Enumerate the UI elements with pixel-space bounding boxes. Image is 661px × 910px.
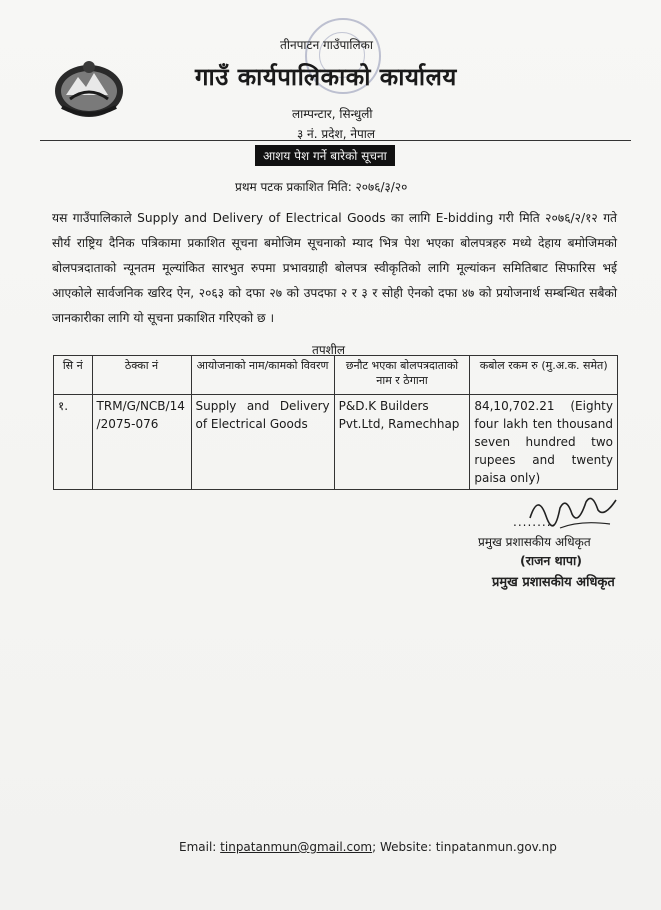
footer-website-label: ; Website: xyxy=(372,840,432,854)
signatory-title-stamp: प्रमुख प्रशासकीय अधिकृत xyxy=(492,575,615,590)
table-row xyxy=(54,395,618,490)
signatory-name-stamp: (राजन थापा) xyxy=(520,553,582,568)
province-line: ३ नं. प्रदेश, नेपाल xyxy=(297,127,376,141)
footer-website[interactable]: tinpatanmun.gov.np xyxy=(435,840,557,854)
footer-email-link[interactable]: tinpatanmun@gmail.com xyxy=(220,840,373,854)
header-bidder: छनौट भएका बोलपत्रदाताको नाम र ठेगाना xyxy=(334,356,470,395)
cell-bidder: P&D.K Builders Pvt.Ltd, Ramechhap xyxy=(334,395,470,490)
cell-amount: 84,10,702.21 (Eighty four lakh ten thousand seven hundred two rupees and twenty paisa only) xyxy=(470,395,618,490)
header-serial: सि नं xyxy=(54,356,93,395)
notice-heading: आशय पेश गर्ने बारेको सूचना xyxy=(255,145,395,166)
office-address: लाम्पन्टार, सिन्धुली xyxy=(292,107,373,121)
first-published-date: प्रथम पटक प्रकाशित मिति: २०७६/३/२० xyxy=(235,180,408,194)
municipality-name: तीनपाटन गाउँपालिका xyxy=(280,38,373,52)
footer-email-label: Email: xyxy=(179,840,217,854)
table-header-row xyxy=(54,356,618,395)
signature-dots: ......... xyxy=(513,515,557,529)
cell-serial: १. xyxy=(54,395,93,490)
signatory-title: प्रमुख प्रशासकीय अधिकृत xyxy=(478,535,591,549)
header-project: आयोजनाको नाम/कामको विवरण xyxy=(191,356,334,395)
bid-details-table xyxy=(53,355,618,490)
header-amount: कबोल रकम रु (मु.अ.क. समेत) xyxy=(470,356,618,395)
header-contract-no: ठेक्का नं xyxy=(92,356,191,395)
cell-project: Supply and Delivery of Electrical Goods xyxy=(191,395,334,490)
details-label: तपशील xyxy=(312,343,346,357)
cell-contract-no: TRM/G/NCB/14 /2075-076 xyxy=(92,395,191,490)
nepal-emblem-logo-icon xyxy=(52,55,126,119)
header-divider xyxy=(40,140,631,141)
office-title: गाउँ कार्यपालिकाको कार्यालय xyxy=(195,63,457,91)
notice-body-paragraph: यस गाउँपालिकाले Supply and Delivery of Electrical Goods का लागि E-bidding गरी मिति २०७६/२/१२ गते सौर्य राष्ट्रिय दैनिक पत्रिकामा प्रकाशित सूचना बमोजिम सूचनाको म्याद भित्र पेश भएका बोलपत्रहरु मध्ये देहाय बमोजिमको बोलपत्रदाताको न्यूनतम मूल्यांकित सारभुत रुपमा प्रभावग्राही बोलपत्र स्वीकृतिको लागि मूल्यांकन समितिबाट सिफारिस भई आएकोले सार्वजनिक खरिद ऐन, २०६३ को दफा २७ को उपदफा २ र ३ र सोही ऐनको दफा ४७ को प्रयोजनार्थ सम्बन्धित सबैको जानकारीका लागि यो सूचना प्रकाशित गरिएको छ । xyxy=(52,211,617,325)
footer-contact xyxy=(179,840,557,854)
